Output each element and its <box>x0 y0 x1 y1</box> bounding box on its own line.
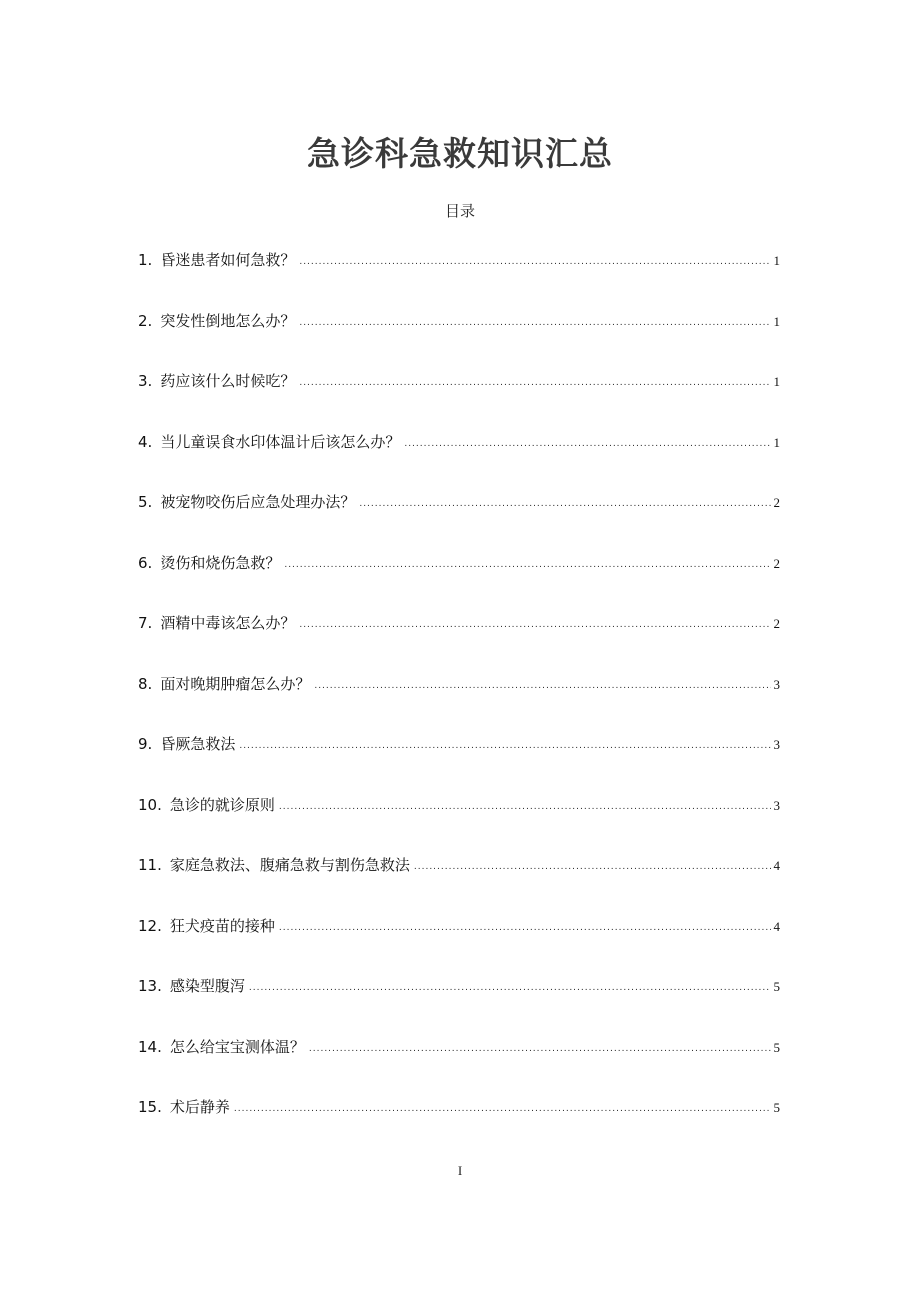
toc-entry-title: 家庭急救法、腹痛急救与割伤急救法 <box>169 856 410 874</box>
toc-entry-title: 感染型腹泻 <box>169 977 245 995</box>
toc-entry-5[interactable] <box>138 490 780 551</box>
toc-entry-page: 5 <box>773 1100 780 1115</box>
toc-entry-page: 5 <box>773 1039 780 1055</box>
toc-entry-page: 1 <box>773 313 780 329</box>
toc-entry-13[interactable] <box>138 974 780 1035</box>
toc-entry-11[interactable] <box>138 853 780 914</box>
toc-entry-title: 被宠物咬伤后应急处理办法？ <box>160 493 356 511</box>
toc-entry-10[interactable] <box>138 793 780 854</box>
toc-entry-3[interactable] <box>138 369 780 430</box>
toc-entry-number: 12. <box>138 916 162 935</box>
toc-entry-number: 4. <box>138 432 153 451</box>
toc-dot-leader <box>234 1097 771 1121</box>
toc-entry-number: 7. <box>138 614 153 632</box>
toc-entry-title: 昏厥急救法 <box>160 735 236 753</box>
toc-entry-12[interactable] <box>138 914 780 975</box>
toc-entry-title: 突发性倒地怎么办？ <box>160 311 296 330</box>
toc-entry-title: 药应该什么时候吃？ <box>160 372 296 390</box>
toc-dot-leader <box>414 855 771 879</box>
toc-entry-page: 4 <box>773 858 780 873</box>
toc-entry-page: 2 <box>773 555 780 571</box>
toc-dot-leader <box>299 371 770 395</box>
toc-dot-leader <box>299 311 770 335</box>
toc-entry-14[interactable] <box>138 1035 780 1096</box>
toc-entry-number: 8. <box>138 674 153 693</box>
toc-dot-leader <box>249 976 771 1000</box>
toc-entry-page: 5 <box>773 979 780 994</box>
toc-dot-leader <box>279 795 771 819</box>
toc-entry-number: 3. <box>138 372 153 390</box>
toc-entry-8[interactable] <box>138 672 780 733</box>
toc-entry-number: 10. <box>138 795 162 814</box>
toc-entry-number: 11. <box>138 856 162 874</box>
toc-dot-leader <box>299 250 770 274</box>
toc-entry-7[interactable] <box>138 611 780 672</box>
toc-entry-page: 3 <box>773 737 780 752</box>
toc-entry-title: 当儿童误食水印体温计后该怎么办？ <box>160 432 401 451</box>
toc-entry-number: 1. <box>138 251 153 269</box>
toc-entry-page: 1 <box>773 434 780 450</box>
toc-entry-2[interactable] <box>138 309 780 370</box>
toc-entry-title: 狂犬疫苗的接种 <box>169 916 275 935</box>
toc-entry-page: 2 <box>773 616 780 631</box>
toc-dot-leader <box>359 492 770 516</box>
toc-entry-6[interactable] <box>138 551 780 612</box>
toc-entry-4[interactable] <box>138 430 780 491</box>
toc-dot-leader <box>404 432 770 456</box>
page-number: I <box>457 1163 463 1178</box>
toc-dot-leader <box>309 1037 771 1061</box>
toc-entry-page: 1 <box>773 374 780 389</box>
toc-entry-number: 15. <box>138 1098 162 1116</box>
toc-entry-title: 术后静养 <box>169 1098 230 1116</box>
table-of-contents <box>138 248 780 1156</box>
toc-entry-page: 1 <box>773 253 780 268</box>
toc-entry-9[interactable] <box>138 732 780 793</box>
toc-entry-title: 面对晚期肿瘤怎么办？ <box>160 674 311 693</box>
toc-entry-page: 3 <box>773 676 780 692</box>
toc-entry-number: 2. <box>138 311 153 330</box>
toc-entry-page: 2 <box>773 495 780 510</box>
toc-dot-leader <box>284 553 770 577</box>
toc-dot-leader <box>279 916 771 940</box>
document-title: 急诊科急救知识汇总 <box>307 134 613 173</box>
toc-dot-leader <box>299 613 770 637</box>
toc-entry-title: 急诊的就诊原则 <box>169 795 275 814</box>
toc-entry-title: 昏迷患者如何急救？ <box>160 251 296 269</box>
toc-dot-leader <box>239 734 770 758</box>
toc-heading: 目录 <box>444 202 475 220</box>
toc-entry-title: 怎么给宝宝测体温？ <box>169 1037 305 1056</box>
toc-entry-number: 5. <box>138 493 153 511</box>
toc-entry-page: 3 <box>773 797 780 813</box>
toc-entry-1[interactable] <box>138 248 780 309</box>
toc-entry-page: 4 <box>773 918 780 934</box>
toc-entry-title: 酒精中毒该怎么办？ <box>160 614 296 632</box>
toc-entry-number: 13. <box>138 977 162 995</box>
toc-entry-15[interactable] <box>138 1095 780 1156</box>
toc-entry-number: 14. <box>138 1037 162 1056</box>
toc-dot-leader <box>314 674 770 698</box>
toc-entry-title: 烫伤和烧伤急救？ <box>160 553 281 572</box>
toc-entry-number: 9. <box>138 735 153 753</box>
toc-entry-number: 6. <box>138 553 153 572</box>
